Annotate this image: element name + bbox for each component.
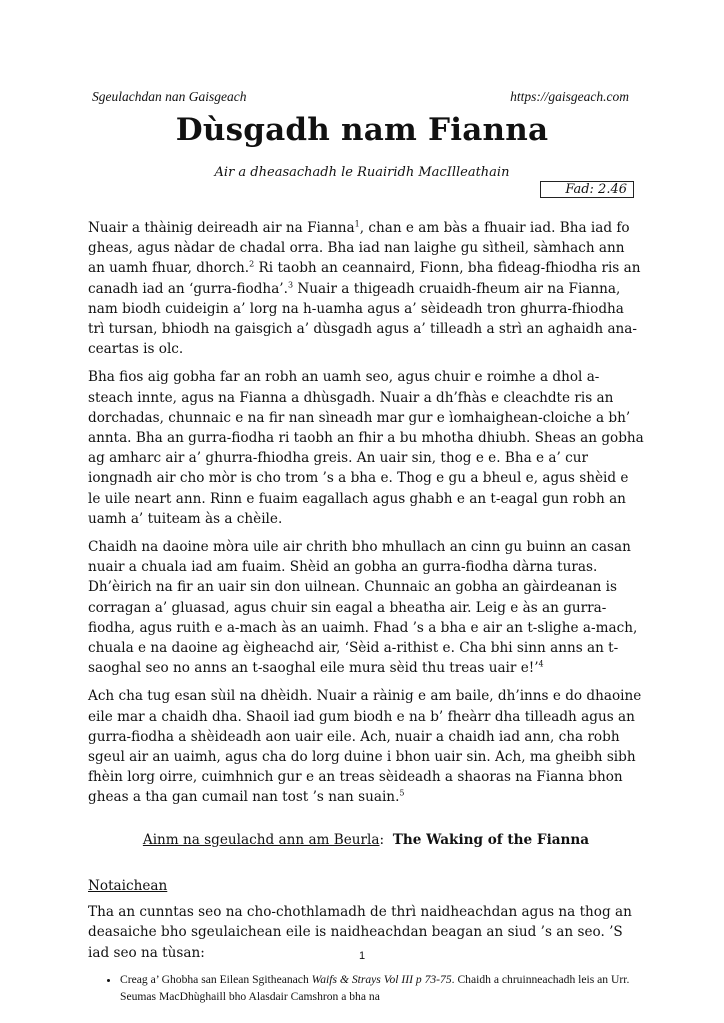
header-site-name: Sgeulachdan nan Gaisgeach <box>92 89 247 104</box>
p1-text-a: Nuair a thàinig deireadh air na Fianna <box>88 220 355 236</box>
english-title-line <box>88 830 644 850</box>
paragraph-3 <box>88 537 644 678</box>
sources-list <box>88 971 644 1005</box>
source-item-text-b: . Chaidh a chruinneachadh leis an Urr. Seumas MacDhùghaill bho Alasdair Camshron a bha na <box>120 972 630 1003</box>
story-body <box>88 218 644 1005</box>
p1-text-b: , chan e am bàs a fhuair iad. Bha iad fo gheas, agus nàdar de chadal orra. Bha iad nan laighe gu sìtheil, sàmhach ann an uamh fhuar, dhorch. <box>88 220 630 277</box>
footnote-ref-4[interactable]: 4 <box>538 659 544 669</box>
source-item-title: Waifs & Strays Vol III p 73-75 <box>311 972 452 986</box>
p1-text-c: Ri taobh an ceannaird, Fionn, bha fìdeag-fhiodha ris an canadh iad an ‘gurra-fiodha’. <box>88 260 641 297</box>
page-number: 1 <box>358 950 366 962</box>
english-title-sep: : <box>379 831 385 848</box>
footnote-ref-5[interactable]: 5 <box>399 788 405 798</box>
p3-text: Chaidh na daoine mòra uile air chrith bho mhullach an cinn gu buinn an casan nuair a chuala iad am fuaim. Shèid an gobha an gurra-fiodha dàrna turas. Dh’èirich na fir an uair sin don uilnean. Chunnaic an gobha an gàirdeanan is corragan a’ gluasad, agus chuir sin eagal a bheatha air. Leig e às an gurra-fiodha, agus ruith e a-mach às an uaimh. Fhad ’s a bha e air an t-slighe a-mach, chuala e na daoine ag èigheachd air, ‘Sèid a-rithist e. Cha bhi sinn anns an t-saoghal seo no anns an t-saoghal eile mura sèid thu treas uair e!’ <box>88 539 638 677</box>
notes-heading: Notaichean <box>88 877 168 894</box>
footnote-ref-3[interactable]: 3 <box>287 280 294 290</box>
subtitle-editor: Air a dheasachadh le Ruairidh MacIlleathain <box>214 165 510 180</box>
p4-text: Ach cha tug esan sùil na dhèidh. Nuair a ràinig e am baile, dh’inns e do dhaoine eile mar a chaidh dha. Shaoil iad gum biodh e na b’ fheàrr dha tilleadh agus an gurra-fiodha a shèideadh aon uair eile. Ach, nuair a chaidh iad ann, cha robh sgeul air an uaimh, agus cha do lorg duine i bhon uair sin. Ach, ma gheibh sibh fhèin lorg oirre, cuimhnich gur e an treas sèideadh a shaoras na Fianna bhon gheas a tha gan cumail nan tost ’s nan suain. <box>88 688 642 806</box>
source-item-text-a: Creag a’ Ghobha san Eilean Sgitheanach <box>120 972 312 986</box>
footnote-ref-1[interactable]: 1 <box>354 219 360 229</box>
header-url-link[interactable]: https://gaisgeach.com <box>510 89 629 104</box>
p1-text-d: Nuair a thigeadh cruaidh-fheum air na Fianna, nam biodh cuideigin a’ lorg na h-uamha agus a’ sèideadh tron ghurra-fhiodha trì tursan, bhiodh na gaisgich a’ dùsgadh agus a’ tilleadh a strì an aghaidh ana-ceartas is olc. <box>88 280 638 358</box>
source-item <box>120 971 644 1005</box>
notes-intro: Tha an cunntas seo na cho-chothlamadh de thrì naidheachdan agus na thog an deasaiche bho sgeulaichean eile is naidheachdan beagan an siud ’s an seo. ’S iad seo na tùsan: <box>88 904 632 961</box>
footnote-ref-2[interactable]: 2 <box>249 259 255 269</box>
running-header <box>92 89 629 107</box>
length-box: Fad: 2.46 <box>540 181 634 198</box>
paragraph-2: Bha fios aig gobha far an robh an uamh seo, agus chuir e roimhe a dhol a-steach innte, agus na Fianna a dhùsgadh. Nuair a dh’fhàs e cleachdte ris an dorchadas, chunnaic e na fir nan sìneadh mar gur e ìomhaighean-cloiche a bh’ annta. Bha an gurra-fiodha ri taobh an fhir a bu mhotha dhiubh. Sheas an gobha ag amharc air a’ ghurra-fhiodha greis. An uair sin, thog e e. Bha e a’ cur iongnadh air cho mòr is cho trom ’s a bha e. Thog e gu a bheul e, agus shèid e le uile neart ann. Rinn e fuaim eagallach agus ghabh e an t-eagal gun robh an uamh a’ tuiteam às a chèile. <box>88 369 644 527</box>
english-title-value: The Waking of the Fianna <box>392 831 590 848</box>
english-title-label: Ainm na sgeulachd ann am Beurla <box>142 831 380 848</box>
paragraph-4 <box>88 686 644 807</box>
page-title: Dùsgadh nam Fianna <box>175 112 549 148</box>
paragraph-1 <box>88 218 644 359</box>
